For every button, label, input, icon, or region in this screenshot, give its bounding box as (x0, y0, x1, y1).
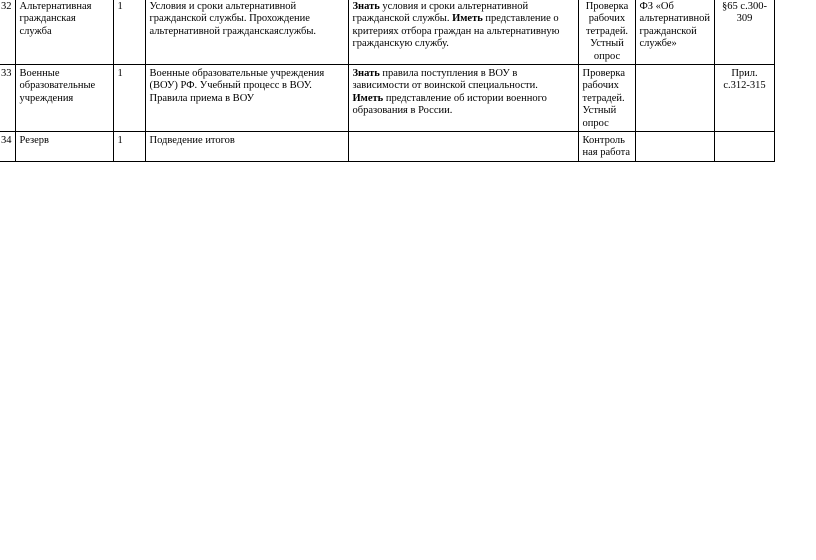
row-number: 32 (0, 0, 15, 65)
reference-cell: Прил. с.312-315 (714, 65, 774, 132)
row-number: 34 (0, 132, 15, 162)
extra-cell (635, 132, 714, 162)
have-text: представление об истории военного образования в России. (352, 92, 547, 117)
know-label: Знать (352, 1, 380, 12)
hours-cell: 1 (113, 132, 145, 162)
know-text: правила поступления в ВОУ в зависимости от воинской специальности. (352, 68, 538, 92)
have-text: представление о критериях отбора граждан на альтернативную гражданскую службу. (352, 13, 560, 50)
have-label: Иметь (352, 92, 384, 104)
topic-cell: Военные образовательные учреждения (15, 65, 113, 132)
have-label: Иметь (452, 13, 483, 25)
requirements-cell (348, 0, 578, 65)
requirements-cell (348, 65, 578, 132)
topic-cell: Альтернативная гражданская служба (15, 0, 113, 65)
table-row (0, 132, 774, 162)
know-label: Знать (352, 68, 380, 80)
know-text: условия и сроки альтернативной гражданской службы. (352, 1, 529, 25)
extra-cell (635, 65, 714, 132)
control-cell: Проверка рабочих тетрадей. Устный опрос (578, 65, 635, 132)
hours-cell: 1 (113, 0, 145, 65)
hours-cell: 1 (113, 65, 145, 132)
control-cell: Проверка рабочих тетрадей. Устный опрос (578, 0, 635, 65)
lesson-plan-table (0, 0, 775, 162)
table-row (0, 65, 774, 132)
content-cell: Подведение итогов (145, 132, 348, 162)
reference-cell: §65 с.300-309 (714, 0, 774, 65)
control-cell: Контроль ная работа (578, 132, 635, 162)
row-number: 33 (0, 65, 15, 132)
requirements-cell (348, 132, 578, 162)
content-cell: Условия и сроки альтернативной гражданской службы. Прохождение альтернативной гражданскаяслужбы. (145, 0, 348, 65)
content-cell: Военные образовательные учреждения (ВОУ) РФ. Учебный процесс в ВОУ. Правила приема в ВОУ (145, 65, 348, 132)
table-row (0, 0, 774, 65)
topic-cell: Резерв (15, 132, 113, 162)
extra-cell: ФЗ «Об альтернативной гражданской службе» (635, 0, 714, 65)
reference-cell (714, 132, 774, 162)
